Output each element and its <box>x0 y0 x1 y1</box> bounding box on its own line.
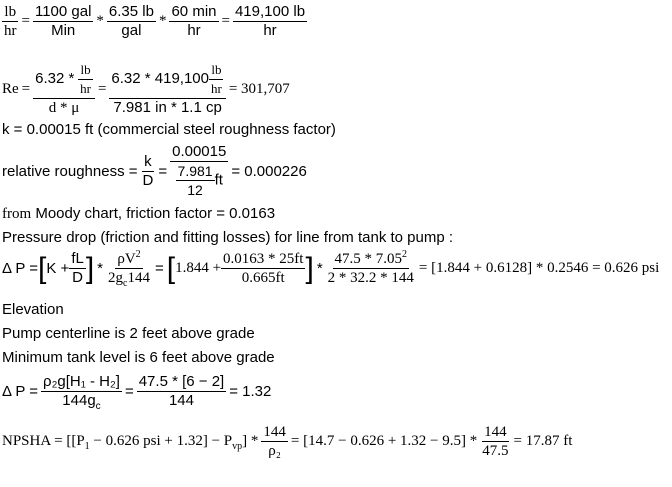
elevation-heading: Elevation <box>2 301 64 318</box>
tank-level-line: Minimum tank level is 6 feet above grade <box>2 349 275 366</box>
pressure-drop-equation: Δ P =[K + $\frac{fL}{D}$ ] * $\frac{\rho V^2}{2g_c144}$ = [1.844 + $\frac{0.0163 * 25ft}{0.665ft}$ ] * $\frac{47.5 * 7.05^2}{2 * 32.2 * 144}$ = [1.844 + 0.6128] * 0.2546 = 0.626 psi <box>2 249 660 289</box>
flow-conversion-equation: $\frac{lb}{hr}$ = 1100 gal Min * 6.35 lb gal * 60 min hr = $\frac{419,100 lb}{hr}$ <box>4 3 306 39</box>
lhs-fraction: $\frac{lb}{hr}$ <box>4 4 17 39</box>
moody-chart-line: from Moody chart, friction factor = 0.0163 <box>2 205 276 222</box>
pump-centerline-line: Pump centerline is 2 feet above grade <box>2 325 255 342</box>
elevation-pressure-equation: Δ P = $\frac{\text{ρ₂g[H₁ - H₂]}}{144g_c}$ = $\frac{47.5 * [6 - 2]}{144}$ = 1.32 <box>2 373 272 412</box>
pressure-drop-heading: Pressure drop (friction and fitting losses) for line from tank to pump : <box>2 229 454 246</box>
reynolds-equation: Re = 6.32 * $\frac{lb}{hr}$ d * μ = 6.32 * 419,100 $\frac{lb}{hr}$ 7.981 in * 1.1 cp = 301,707 <box>2 62 290 116</box>
npsha-equation: NPSHA = [[$P_1 - 0.626$ psi + $1.32] - P_{vp}$] * $\frac{144}{\text{ρ₂}}$ = [14.7 − 0.626 + 1.32 − 9.5] * $\frac{144}{47.5}$ = 17.87 ft <box>2 424 573 459</box>
relative-roughness-equation: relative roughness = $\frac{k}{D}$ = 0.00015 $\frac{7.981}{12}$ ft = 0.000226 <box>2 143 307 198</box>
roughness-factor-line: k = 0.00015 ft (commercial steel roughness factor) <box>2 121 336 138</box>
